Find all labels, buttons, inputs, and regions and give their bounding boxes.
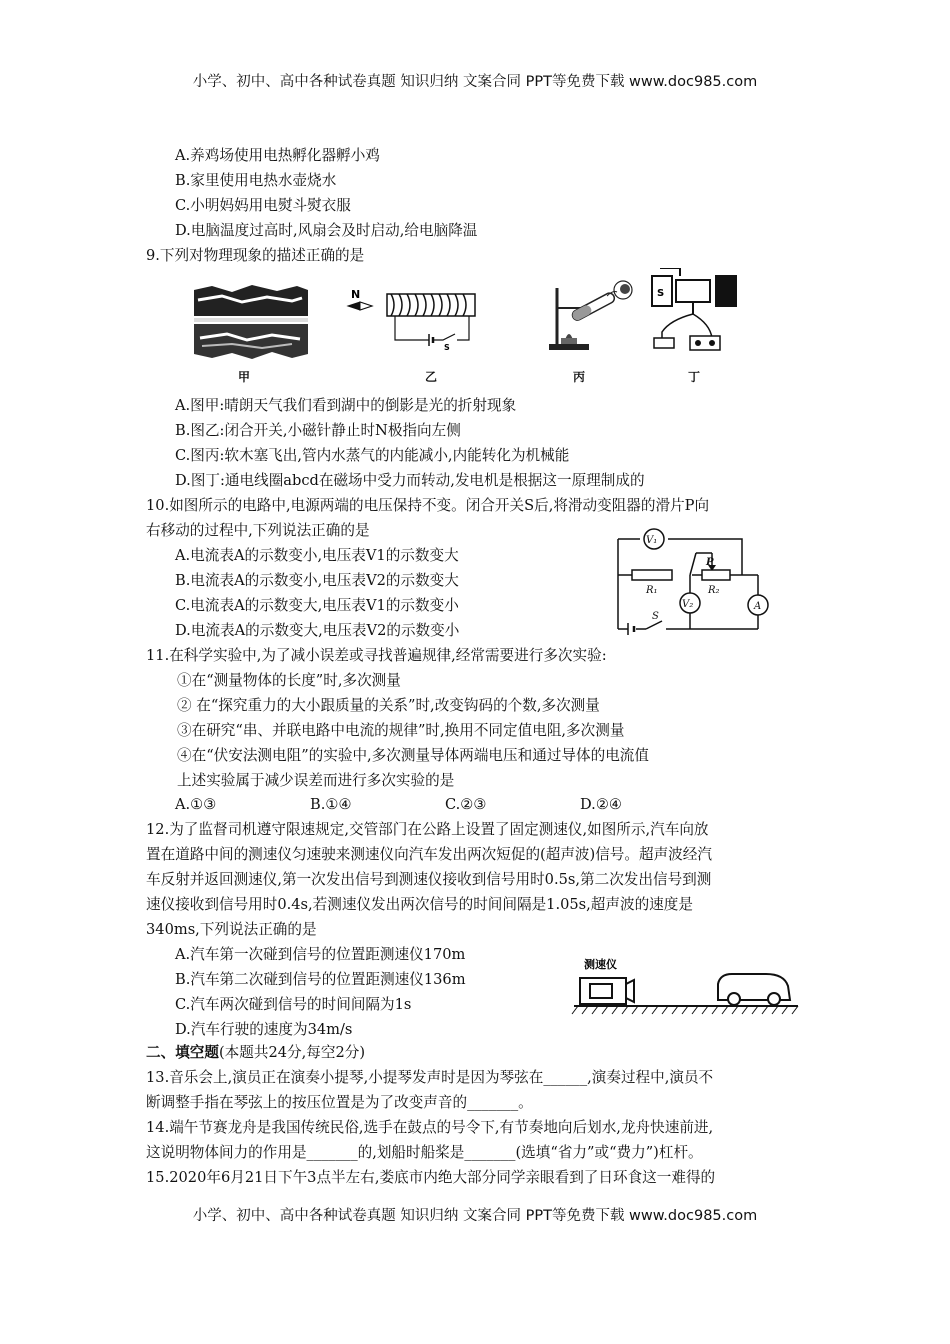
- figure-yi-solenoid: [345, 282, 480, 350]
- figure-bing-test-tube: [543, 278, 639, 354]
- figure-q10-circuit: [612, 527, 772, 637]
- q12-stem-line2: 置在道路中间的测速仪匀速驶来测速仪向汽车发出两次短促的(超声波)信号。超声波经汽: [146, 846, 712, 863]
- q11-choice-d: D.②④: [580, 796, 622, 813]
- page-footer: 小学、初中、高中各种试卷真题 知识归纳 文案合同 PPT等免费下载 www.doc985.com: [192, 1208, 758, 1224]
- q8-option-a: A.养鸡场使用电热孵化器孵小鸡: [175, 147, 380, 164]
- q10-option-b: B.电流表A的示数变小,电压表V2的示数变大: [175, 572, 459, 589]
- q11-stem: 11.在科学实验中,为了减小误差或寻找普遍规律,经常需要进行多次实验:: [146, 647, 607, 664]
- q11-item-1: ①在“测量物体的长度”时,多次测量: [177, 672, 401, 689]
- section2-note: (本题共24分,每空2分): [218, 1044, 366, 1061]
- q11-item-3: ③在研究“串、并联电路中电流的规律”时,换用不同定值电阻,多次测量: [177, 722, 625, 739]
- q13-line2: 断调整手指在琴弦上的按压位置是为了改变声音的_______。: [146, 1094, 533, 1111]
- q10-option-c: C.电流表A的示数变大,电压表V1的示数变小: [175, 597, 459, 614]
- page-header: 小学、初中、高中各种试卷真题 知识归纳 文案合同 PPT等免费下载 www.doc985.com: [192, 74, 758, 90]
- q11-item-4: ④在“伏安法测电阻”的实验中,多次测量导体两端电压和通过导体的电流值: [177, 747, 649, 764]
- q10-stem-line2: 右移动的过程中,下列说法正确的是: [146, 522, 370, 539]
- q9-stem: 9.下列对物理现象的描述正确的是: [146, 247, 365, 264]
- q10-option-d: D.电流表A的示数变大,电压表V2的示数变小: [175, 622, 460, 639]
- q10-option-a: A.电流表A的示数变小,电压表V1的示数变大: [175, 547, 459, 564]
- fig-label-north: N: [351, 288, 361, 301]
- q12-option-b: B.汽车第二次碰到信号的位置距测速仪136m: [175, 971, 466, 988]
- q8-option-b: B.家里使用电热水壶烧水: [175, 172, 337, 189]
- q8-option-c: C.小明妈妈用电熨斗熨衣服: [175, 197, 351, 214]
- circuit-label-r2: R₂: [708, 585, 720, 596]
- q15-line1: 15.2020年6月21日下午3点半左右,娄底市内绝大部分同学亲眼看到了日环食这一难得的: [146, 1169, 716, 1186]
- fig-label-switch: S: [444, 343, 450, 350]
- caption-ding: 丁: [688, 370, 701, 384]
- q9-option-b: B.图乙:闭合开关,小磁针静止时N极指向左侧: [175, 422, 461, 439]
- q12-stem-line3: 车反射并返回测速仪,第一次发出信号到测速仪接收到信号用时0.5s,第二次发出信号到测: [146, 871, 712, 888]
- q14-line1: 14.端午节赛龙舟是我国传统民俗,选手在鼓点的号令下,有节奏地向后划水,龙舟快速前进,: [146, 1119, 714, 1136]
- q12-stem-line5: 340ms,下列说法正确的是: [146, 921, 317, 938]
- q9-option-a: A.图甲:晴朗天气我们看到湖中的倒影是光的折射现象: [175, 397, 517, 414]
- q14-line2: 这说明物体间力的作用是_______的,划船时船桨是_______(选填“省力”或“费力”)杠杆。: [146, 1144, 703, 1161]
- q11-choice-a: A.①③: [175, 796, 217, 813]
- q11-question: 上述实验属于减少误差而进行多次实验的是: [177, 772, 455, 789]
- caption-jia: 甲: [238, 370, 251, 384]
- figure-jia-lake-reflection: [192, 282, 310, 362]
- circuit-label-r1: R₁: [646, 585, 658, 596]
- q12-option-c: C.汽车两次碰到信号的时间间隔为1s: [175, 996, 412, 1013]
- figure-q12-speed-radar: [570, 952, 800, 1024]
- figure-ding-motor: [650, 268, 740, 354]
- q9-option-d: D.图丁:通电线圈abcd在磁场中受力而转动,发电机是根据这一原理制成的: [175, 472, 645, 489]
- section2-title: 二、填空题: [146, 1044, 219, 1061]
- q12-stem-line1: 12.为了监督司机遵守限速规定,交管部门在公路上设置了固定测速仪,如图所示,汽车向放: [146, 821, 709, 838]
- q9-option-c: C.图丙:软木塞飞出,管内水蒸气的内能减小,内能转化为机械能: [175, 447, 570, 464]
- fig-label-magnet-s: S: [657, 288, 665, 299]
- q11-choice-c: C.②③: [445, 796, 487, 813]
- circuit-label-p: P: [706, 557, 714, 568]
- circuit-label-v1: V₁: [646, 535, 658, 546]
- fig-label-radar: 测速仪: [584, 958, 617, 971]
- circuit-label-v2: V₂: [682, 599, 694, 610]
- q12-stem-line4: 速仪接收到信号用时0.4s,若测速仪发出两次信号的时间间隔是1.05s,超声波的速度是: [146, 896, 693, 913]
- circuit-label-s: S: [652, 611, 659, 622]
- circuit-label-a: A: [754, 601, 762, 612]
- q8-option-d: D.电脑温度过高时,风扇会及时启动,给电脑降温: [175, 222, 478, 239]
- q12-option-d: D.汽车行驶的速度为34m/s: [175, 1021, 353, 1038]
- q11-choice-b: B.①④: [310, 796, 352, 813]
- q13-line1: 13.音乐会上,演员正在演奏小提琴,小提琴发声时是因为琴弦在______,演奏过程中,演员不: [146, 1069, 714, 1086]
- q11-item-2: ② 在“探究重力的大小跟质量的关系”时,改变钩码的个数,多次测量: [177, 697, 600, 714]
- section2-heading: [146, 1043, 365, 1063]
- caption-bing: 丙: [573, 370, 586, 384]
- q10-stem-line1: 10.如图所示的电路中,电源两端的电压保持不变。闭合开关S后,将滑动变阻器的滑片P向: [146, 497, 710, 514]
- caption-yi: 乙: [425, 370, 438, 384]
- q12-option-a: A.汽车第一次碰到信号的位置距测速仪170m: [175, 946, 466, 963]
